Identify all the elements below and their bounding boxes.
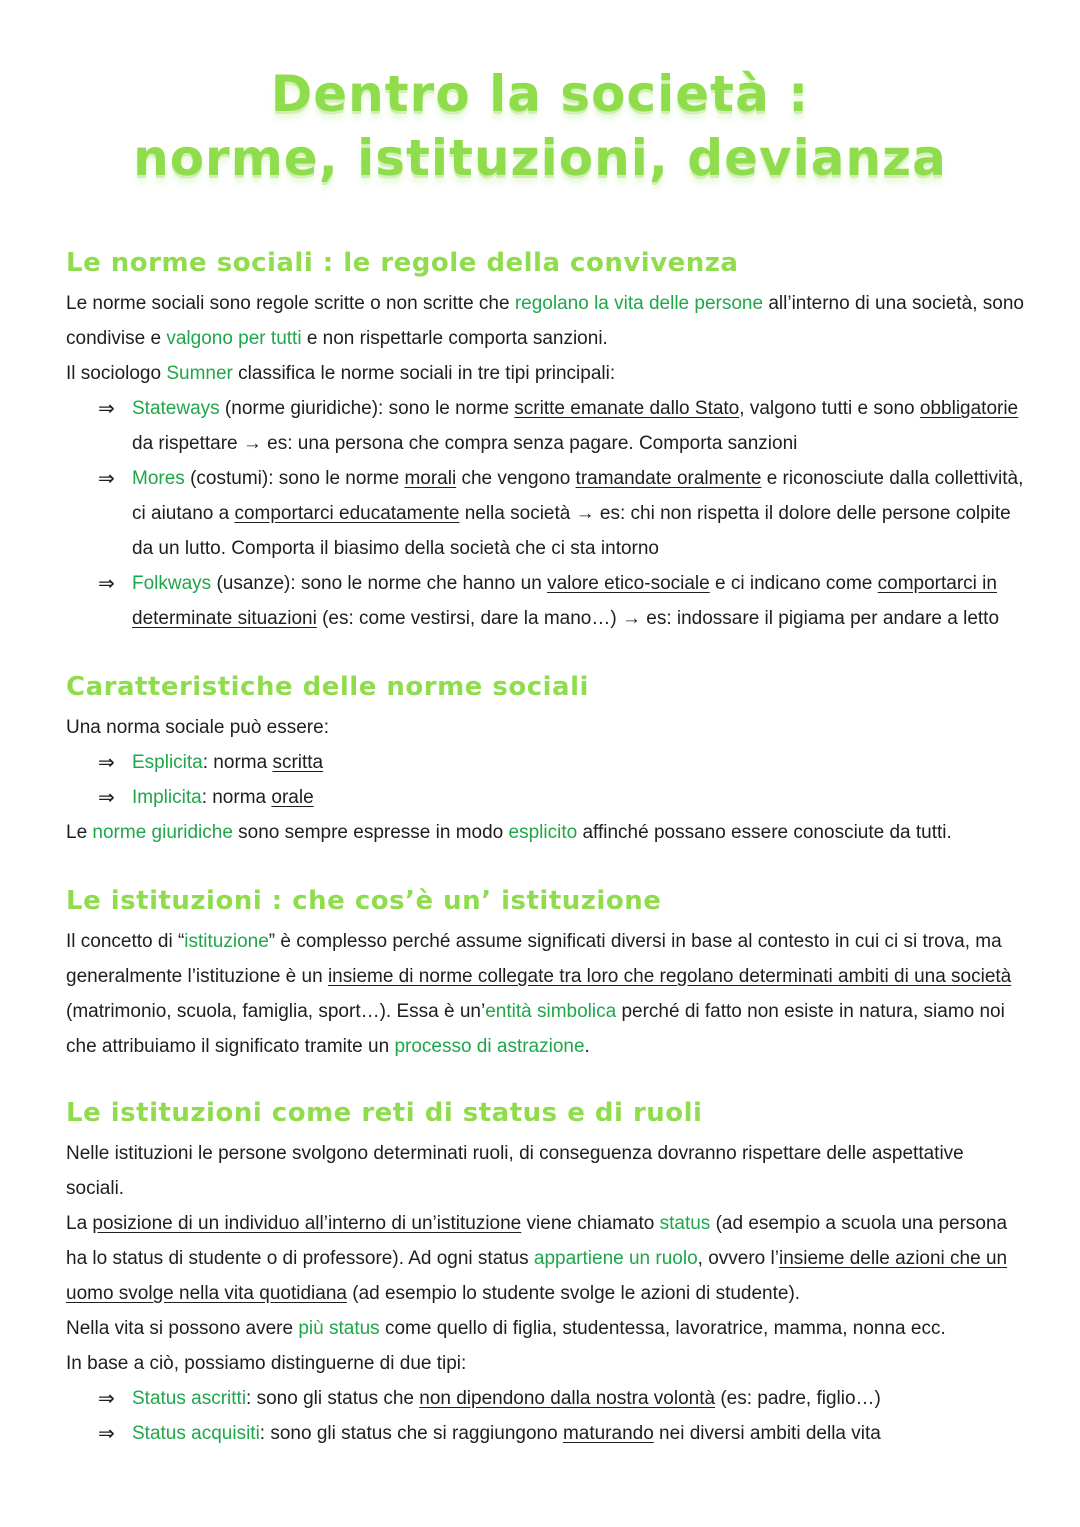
list-item xyxy=(98,566,1026,636)
section-heading: Le istituzioni come reti di status e di ruoli xyxy=(66,1098,703,1128)
text: (matrimonio, scuola, famiglia, sport…). Essa è un’ xyxy=(66,1001,486,1022)
paragraph: Nelle istituzioni le persone svolgono determinati ruoli, di conseguenza dovranno rispettare delle aspettative sociali. xyxy=(66,1143,964,1199)
text: : sono gli status che xyxy=(246,1388,420,1409)
highlight: Mores xyxy=(132,468,185,489)
paragraph xyxy=(66,1311,1026,1346)
underlined: maturando xyxy=(562,1423,654,1444)
list-item xyxy=(98,391,1026,461)
section-heading: Caratteristiche delle norme sociali xyxy=(66,672,589,702)
underlined: scritte emanate dallo Stato xyxy=(514,398,740,419)
paragraph xyxy=(66,286,1026,356)
underlined: orale xyxy=(271,787,314,808)
list-item xyxy=(98,1416,1026,1451)
paragraph xyxy=(66,924,1026,1064)
highlight: Status acquisiti xyxy=(132,1423,260,1444)
text: all’interno di una società, sono condivise e xyxy=(66,293,1024,349)
list-item xyxy=(98,745,1026,780)
text: nei diversi ambiti della vita xyxy=(653,1423,881,1444)
text: Le xyxy=(66,822,93,843)
text: (usanze): sono le norme che hanno un xyxy=(211,573,548,594)
text: classifica le norme sociali in tre tipi principali: xyxy=(232,363,616,384)
section-norm-characteristics xyxy=(66,670,1026,850)
underlined: non dipendono dalla nostra volontà xyxy=(419,1388,716,1409)
highlight: entità simbolica xyxy=(485,1001,617,1022)
highlight: status xyxy=(659,1213,711,1234)
text: sono sempre espresse in modo xyxy=(232,822,509,843)
underlined: obbligatorie xyxy=(919,398,1019,419)
section-heading: Le norme sociali : le regole della convivenza xyxy=(66,248,739,278)
text: : sono gli status che si raggiungono xyxy=(259,1423,563,1444)
text: , ovvero l’ xyxy=(697,1248,779,1269)
section-heading: Le istituzioni : che cos’è un’ istituzione xyxy=(66,886,662,916)
text: e ci indicano come xyxy=(709,573,878,594)
list-item xyxy=(98,1381,1026,1416)
text: (norme giuridiche): sono le norme xyxy=(219,398,515,419)
arrow-icon: ⇒ xyxy=(98,785,115,809)
arrow-icon: ⇒ xyxy=(98,1421,115,1445)
page-title xyxy=(0,62,1080,190)
text: nella società → es: chi non rispetta il dolore delle persone colpite da un lutto. Comporta il biasimo della società che ci sta intorno xyxy=(132,503,1011,559)
highlight: valgono per tutti xyxy=(166,328,302,349)
text: da rispettare → es: una persona che compra senza pagare. Comporta sanzioni xyxy=(132,433,798,454)
text: . xyxy=(584,1036,590,1057)
section-status-roles xyxy=(66,1096,1026,1451)
underlined: insieme di norme collegate tra loro che regolano determinati ambiti di una società xyxy=(327,966,1012,987)
text: che vengono xyxy=(456,468,576,489)
highlight: Folkways xyxy=(132,573,212,594)
text: e riconosciute dalla collettività, ci aiutano a xyxy=(132,468,1024,524)
paragraph: In base a ciò, possiamo distinguerne di due tipi: xyxy=(66,1353,467,1374)
highlight: Status ascritti xyxy=(132,1388,247,1409)
highlight: regolano la vita delle persone xyxy=(514,293,764,314)
highlight: appartiene un ruolo xyxy=(533,1248,698,1269)
text: e non rispettarle comporta sanzioni. xyxy=(301,328,608,349)
section-institutions xyxy=(66,884,1026,1064)
text: Il concetto di “ xyxy=(66,931,185,952)
highlight: norme giuridiche xyxy=(92,822,233,843)
text: ” è complesso perché assume significati diversi in base al contesto in cui ci si trova, ma generalmente l’istituzione è un xyxy=(66,931,1002,987)
text: come quello di figlia, studentessa, lavoratrice, mamma, nonna ecc. xyxy=(379,1318,946,1339)
title-line-2: norme, istituzioni, devianza xyxy=(133,129,947,187)
list-item xyxy=(98,461,1026,566)
underlined: scritta xyxy=(272,752,324,773)
highlight: esplicito xyxy=(508,822,578,843)
underlined: valore etico-sociale xyxy=(547,573,710,594)
text: (ad esempio a scuola una persona ha lo status di studente o di professore). Ad ogni status xyxy=(66,1213,1008,1269)
text: , valgono tutti e sono xyxy=(739,398,920,419)
section-social-norms xyxy=(66,246,1026,636)
text: (es: padre, figlio…) xyxy=(715,1388,881,1409)
arrow-icon: ⇒ xyxy=(98,466,115,490)
underlined: posizione di un individuo all’interno di un’istituzione xyxy=(92,1213,522,1234)
highlight: più status xyxy=(298,1318,380,1339)
paragraph xyxy=(66,815,1026,850)
text: affinché possano essere conosciute da tutti. xyxy=(577,822,952,843)
text: Il sociologo xyxy=(66,363,167,384)
text: La xyxy=(66,1213,93,1234)
paragraph: Una norma sociale può essere: xyxy=(66,717,329,738)
text: Le norme sociali sono regole scritte o non scritte che xyxy=(66,293,515,314)
list-item xyxy=(98,780,1026,815)
text: (es: come vestirsi, dare la mano…) → es: indossare il pigiama per andare a letto xyxy=(316,608,1000,629)
paragraph xyxy=(66,1206,1026,1311)
text: : norma xyxy=(201,787,272,808)
underlined: morali xyxy=(404,468,457,489)
highlight: Stateways xyxy=(132,398,220,419)
highlight: istituzione xyxy=(184,931,269,952)
text: (ad esempio lo studente svolge le azioni di studente). xyxy=(346,1283,801,1304)
text: : norma xyxy=(202,752,273,773)
highlight: Esplicita xyxy=(132,752,203,773)
norm-kinds-list xyxy=(66,745,1026,815)
title-line-1: Dentro la società : xyxy=(270,65,810,123)
highlight: Sumner xyxy=(166,363,233,384)
underlined: comportarci in determinate situazioni xyxy=(132,573,997,629)
arrow-icon: ⇒ xyxy=(98,750,115,774)
arrow-icon: ⇒ xyxy=(98,396,115,420)
text: (costumi): sono le norme xyxy=(184,468,405,489)
underlined: comportarci educatamente xyxy=(234,503,460,524)
arrow-icon: ⇒ xyxy=(98,571,115,595)
highlight: Implicita xyxy=(132,787,202,808)
status-types-list xyxy=(66,1381,1026,1451)
underlined: insieme delle azioni che un uomo svolge nella vita quotidiana xyxy=(66,1248,1008,1304)
underlined: tramandate oralmente xyxy=(575,468,762,489)
norm-types-list xyxy=(66,391,1026,636)
text: viene chiamato xyxy=(521,1213,660,1234)
text: perché di fatto non esiste in natura, siamo noi che attribuiamo il significato tramite un xyxy=(66,1001,1005,1057)
paragraph xyxy=(66,356,1026,391)
text: Nella vita si possono avere xyxy=(66,1318,299,1339)
arrow-icon: ⇒ xyxy=(98,1386,115,1410)
highlight: processo di astrazione xyxy=(394,1036,585,1057)
